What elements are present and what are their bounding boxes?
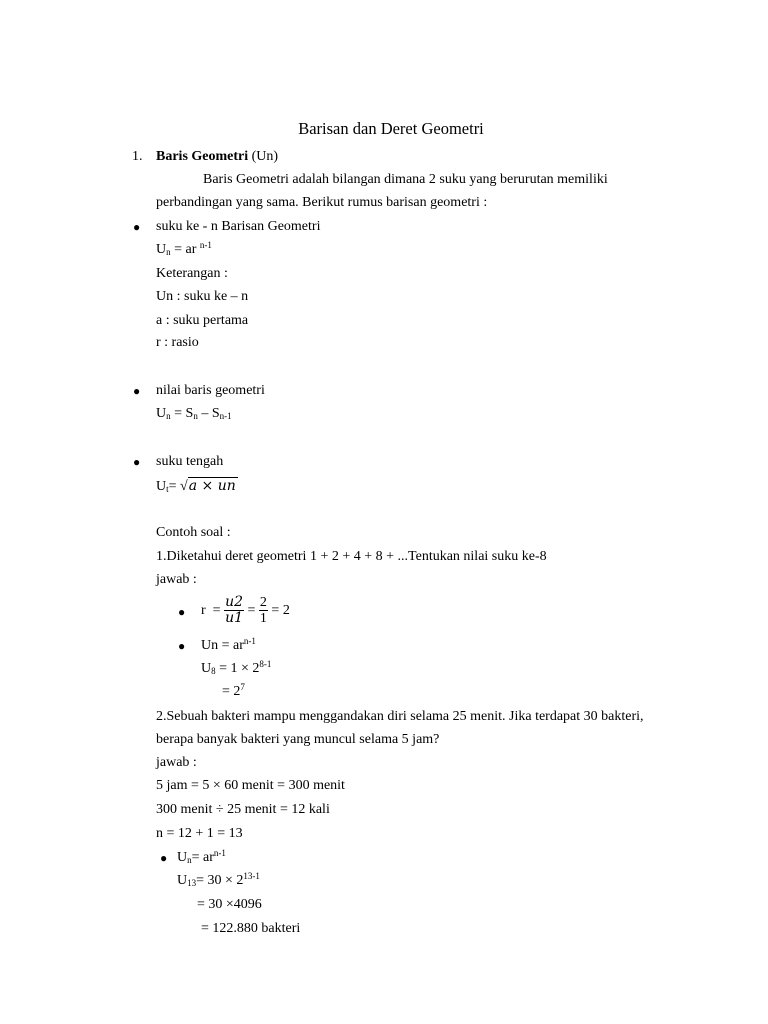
keterangan-r: r : rasio <box>156 335 199 350</box>
example1-un-formula: $Un = ar^{n-1}$ <box>201 636 256 653</box>
bullet-icon: ● <box>133 455 141 469</box>
example2-step-kali: 300 menit ÷ 25 menit = 12 kali <box>156 802 330 817</box>
bullet-icon: ● <box>160 851 168 865</box>
formula-un: $U_n$ = ar $^{n-1}$ <box>156 240 212 257</box>
example1-question: 1.Diketahui deret geometri 1 + 2 + 4 + 8 + ...Tentukan nilai suku ke-8 <box>156 549 547 564</box>
example2-multiply: = 30 ×4096 <box>197 897 262 912</box>
definition-line-1: Baris Geometri adalah bilangan dimana 2 suku yang berurutan memiliki <box>203 172 608 187</box>
example2-result: = 122.880 bakteri <box>201 921 301 936</box>
bullet-suku-ke-n: suku ke - n Barisan Geometri <box>156 219 321 234</box>
keterangan-un: Un : suku ke – n <box>156 289 249 304</box>
section-heading-suffix: (Un) <box>251 149 279 164</box>
page-title: Barisan dan Deret Geometri <box>298 119 484 138</box>
bullet-icon: ● <box>178 639 186 653</box>
example2-question-line2: berapa banyak bakteri yang muncul selama 5 jam? <box>156 732 440 747</box>
definition-line-2: perbandingan yang sama. Berikut rumus barisan geometri : <box>156 195 488 210</box>
fraction-u2-u1: $\frac{u2}{u1}$ <box>225 594 244 627</box>
example1-u8: $U_8 = 1 \times 2^{8-1}$ <box>201 659 272 676</box>
keterangan-label: Keterangan : <box>156 266 228 281</box>
sup-exponent: n-1 <box>199 240 212 250</box>
formula-tengah: $U_t= √a$ × un <box>156 478 236 494</box>
contoh-soal-label: Contoh soal : <box>156 525 231 540</box>
example2-step-jam: 5 jam = 5 × 60 menit = 300 menit <box>156 778 345 793</box>
example1-ratio: r = $\frac{u2}{u1}$ = $\frac{2}{1}$ = 2 <box>201 594 290 627</box>
bullet-icon: ● <box>178 605 186 619</box>
example2-jawab: jawab : <box>156 755 197 770</box>
fraction-2-1: $\frac{2}{1}$ <box>259 595 267 627</box>
bullet-icon: ● <box>133 384 141 398</box>
section-number: 1. <box>132 149 143 164</box>
sqrt-radicand: a × un <box>188 478 236 494</box>
example2-un-formula: $U_n= ar^{n-1}$ <box>177 848 226 865</box>
section-heading <box>156 149 278 165</box>
example2-step-n: n = 12 + 1 = 13 <box>156 826 243 841</box>
example1-jawab: jawab : <box>156 572 197 587</box>
keterangan-a: a : suku pertama <box>156 313 249 328</box>
bullet-icon: ● <box>133 220 141 234</box>
sub-n: n <box>166 247 171 257</box>
section-heading-bold: Baris Geometri <box>156 149 249 164</box>
example1-result: = $2^7$ <box>222 682 245 699</box>
bullet-nilai-baris: nilai baris geometri <box>156 383 265 398</box>
example2-question-line1: 2.Sebuah bakteri mampu menggandakan diri selama 25 menit. Jika terdapat 30 bakteri, <box>156 709 644 724</box>
sqrt-sign: √ <box>180 479 188 494</box>
bullet-suku-tengah: suku tengah <box>156 454 224 469</box>
formula-nilai: $U_n = S_n - S_{n-1}$ <box>156 406 232 421</box>
example2-u13: $U_{13}= 30 \times 2^{13-1}$ <box>177 871 260 888</box>
